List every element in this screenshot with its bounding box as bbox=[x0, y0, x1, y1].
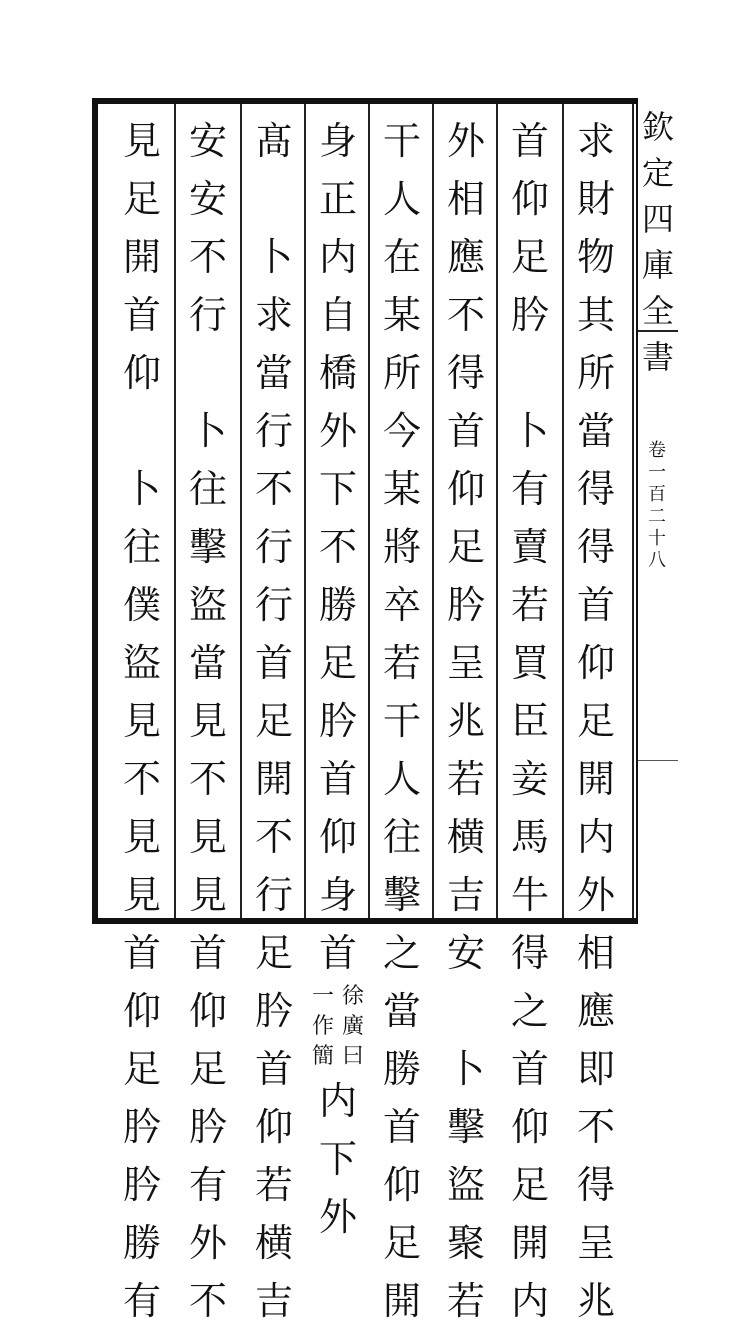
character: 物 bbox=[576, 235, 615, 279]
character: 見 bbox=[122, 699, 161, 743]
character: 相 bbox=[576, 931, 615, 975]
character: 行 bbox=[254, 873, 293, 917]
column-rule bbox=[562, 104, 564, 918]
character: 自 bbox=[318, 293, 357, 337]
character: 所 bbox=[382, 351, 421, 395]
character: 當 bbox=[576, 409, 615, 453]
character: 吉 bbox=[446, 873, 485, 917]
character: 求 bbox=[576, 119, 615, 163]
text-column bbox=[112, 112, 172, 1330]
character: 首 bbox=[318, 931, 357, 975]
margin-title-char: 全 bbox=[641, 292, 674, 330]
note-column-left bbox=[310, 982, 336, 1072]
character: 財 bbox=[576, 177, 615, 221]
character: 首 bbox=[122, 931, 161, 975]
character: 卒 bbox=[382, 583, 421, 627]
character: 兆 bbox=[576, 1279, 615, 1323]
character: 將 bbox=[382, 525, 421, 569]
character: 行 bbox=[254, 409, 293, 453]
margin-volume-char: 一 bbox=[648, 462, 666, 483]
character: 卜 bbox=[122, 467, 161, 511]
margin-title-char: 庫 bbox=[641, 246, 674, 284]
character: 人 bbox=[382, 757, 421, 801]
character: 内 bbox=[510, 1279, 549, 1323]
character: 勝 bbox=[122, 1221, 161, 1265]
character: 見 bbox=[188, 815, 227, 859]
character: 足 bbox=[510, 1163, 549, 1207]
character: 肣 bbox=[188, 1105, 227, 1149]
character: 其 bbox=[576, 293, 615, 337]
character: 仰 bbox=[254, 1105, 293, 1149]
character: 見 bbox=[188, 873, 227, 917]
character: 勝 bbox=[318, 583, 357, 627]
character: 安 bbox=[188, 177, 227, 221]
character: 不 bbox=[254, 815, 293, 859]
character: 首 bbox=[510, 1047, 549, 1091]
character: 開 bbox=[122, 235, 161, 279]
margin-volume-char: 十 bbox=[648, 528, 666, 549]
character: 所 bbox=[576, 351, 615, 395]
character: 有 bbox=[510, 467, 549, 511]
text-column bbox=[308, 112, 368, 1246]
character: 外 bbox=[576, 873, 615, 917]
character: 不 bbox=[188, 1279, 227, 1323]
character: 開 bbox=[576, 757, 615, 801]
character: 見 bbox=[188, 699, 227, 743]
character: 開 bbox=[510, 1221, 549, 1265]
character: 首 bbox=[188, 931, 227, 975]
character: 賣 bbox=[510, 525, 549, 569]
margin-volume-label bbox=[646, 440, 668, 572]
character: 在 bbox=[382, 235, 421, 279]
character: 若 bbox=[446, 757, 485, 801]
character: 首 bbox=[446, 409, 485, 453]
note-column-right bbox=[340, 982, 366, 1072]
character: 干 bbox=[382, 119, 421, 163]
character: 往 bbox=[382, 815, 421, 859]
text-column bbox=[566, 112, 626, 1330]
character: 横 bbox=[446, 815, 485, 859]
note-character: 作 bbox=[311, 1014, 334, 1039]
character: 足 bbox=[254, 699, 293, 743]
character: 見 bbox=[122, 119, 161, 163]
character: 安 bbox=[188, 119, 227, 163]
margin-book-title bbox=[640, 104, 676, 380]
character: 得 bbox=[510, 931, 549, 975]
note-character: 簡 bbox=[311, 1044, 334, 1069]
character: 行 bbox=[254, 525, 293, 569]
character: 不 bbox=[318, 525, 357, 569]
character: 擊 bbox=[446, 1105, 485, 1149]
character: 擊 bbox=[382, 873, 421, 917]
margin-volume-char: 八 bbox=[648, 550, 666, 571]
character: 仰 bbox=[122, 989, 161, 1033]
character: 仰 bbox=[510, 1105, 549, 1149]
character: 身 bbox=[318, 873, 357, 917]
character: 若 bbox=[510, 583, 549, 627]
character: 僕 bbox=[122, 583, 161, 627]
character: 首 bbox=[254, 641, 293, 685]
character: 呈 bbox=[446, 641, 485, 685]
character: 開 bbox=[382, 1279, 421, 1323]
character: 内 bbox=[576, 815, 615, 859]
character: 正 bbox=[318, 177, 357, 221]
text-column bbox=[372, 112, 432, 1330]
character: 首 bbox=[576, 583, 615, 627]
character: 首 bbox=[122, 293, 161, 337]
character: 肣 bbox=[510, 293, 549, 337]
text-column bbox=[500, 112, 560, 1330]
note-character: 廣 bbox=[341, 1014, 364, 1039]
character: 見 bbox=[122, 873, 161, 917]
character: 横 bbox=[254, 1221, 293, 1265]
column-rule bbox=[496, 104, 498, 918]
margin-volume-char: 卷 bbox=[648, 440, 666, 461]
character: 今 bbox=[382, 409, 421, 453]
character: 足 bbox=[122, 177, 161, 221]
fold-mark-bottom bbox=[638, 760, 678, 761]
note-character: 徐 bbox=[341, 984, 364, 1009]
character: 買 bbox=[510, 641, 549, 685]
character: 仰 bbox=[510, 177, 549, 221]
character: 下 bbox=[318, 1137, 357, 1181]
character: 不 bbox=[122, 757, 161, 801]
character: 仰 bbox=[446, 467, 485, 511]
character: 牛 bbox=[510, 873, 549, 917]
character: 仰 bbox=[318, 815, 357, 859]
text-column bbox=[244, 112, 304, 1330]
character: 聚 bbox=[446, 1221, 485, 1265]
character: 兆 bbox=[446, 699, 485, 743]
character: 即 bbox=[576, 1047, 615, 1091]
character: 内 bbox=[318, 1079, 357, 1123]
character: 卜 bbox=[254, 235, 293, 279]
character: 不 bbox=[446, 293, 485, 337]
character: 見 bbox=[122, 815, 161, 859]
character: 橋 bbox=[318, 351, 357, 395]
character: 之 bbox=[510, 989, 549, 1033]
column-rule bbox=[368, 104, 370, 918]
character: 當 bbox=[382, 989, 421, 1033]
character: 呈 bbox=[576, 1221, 615, 1265]
character: 外 bbox=[318, 409, 357, 453]
character: 仰 bbox=[576, 641, 615, 685]
character: 相 bbox=[446, 177, 485, 221]
character: 仰 bbox=[122, 351, 161, 395]
column-rule bbox=[304, 104, 306, 918]
column-rule bbox=[632, 104, 634, 918]
character: 得 bbox=[576, 1163, 615, 1207]
character: 有 bbox=[122, 1279, 161, 1323]
character: 内 bbox=[318, 235, 357, 279]
character: 得 bbox=[446, 351, 485, 395]
character: 卜 bbox=[446, 1047, 485, 1091]
character: 妾 bbox=[510, 757, 549, 801]
character: 外 bbox=[188, 1221, 227, 1265]
character: 開 bbox=[254, 757, 293, 801]
character: 外 bbox=[446, 119, 485, 163]
text-column bbox=[436, 112, 496, 1330]
character: 不 bbox=[188, 235, 227, 279]
character: 盜 bbox=[446, 1163, 485, 1207]
character: 首 bbox=[510, 119, 549, 163]
character: 往 bbox=[188, 467, 227, 511]
character: 首 bbox=[318, 757, 357, 801]
character: 足 bbox=[188, 1047, 227, 1091]
character: 往 bbox=[122, 525, 161, 569]
character: 足 bbox=[576, 699, 615, 743]
character: 當 bbox=[188, 641, 227, 685]
character: 盜 bbox=[188, 583, 227, 627]
character: 臣 bbox=[510, 699, 549, 743]
character: 求 bbox=[254, 293, 293, 337]
character: 應 bbox=[446, 235, 485, 279]
text-column bbox=[178, 112, 238, 1330]
character: 仰 bbox=[188, 989, 227, 1033]
character: 足 bbox=[122, 1047, 161, 1091]
character: 有 bbox=[188, 1163, 227, 1207]
character: 安 bbox=[446, 931, 485, 975]
margin-title-char: 書 bbox=[641, 338, 674, 376]
margin-title-char: 欽 bbox=[641, 108, 674, 146]
character: 足 bbox=[254, 931, 293, 975]
character: 身 bbox=[318, 119, 357, 163]
character: 外 bbox=[318, 1195, 357, 1239]
note-character: 曰 bbox=[341, 1044, 364, 1069]
column-rule bbox=[240, 104, 242, 918]
character: 某 bbox=[382, 467, 421, 511]
character: 干 bbox=[382, 699, 421, 743]
character: 盜 bbox=[122, 641, 161, 685]
character: 仰 bbox=[382, 1163, 421, 1207]
character: 足 bbox=[382, 1221, 421, 1265]
character: 肣 bbox=[122, 1105, 161, 1149]
character: 若 bbox=[382, 641, 421, 685]
margin-title-char: 定 bbox=[641, 154, 674, 192]
character: 勝 bbox=[382, 1047, 421, 1091]
character: 若 bbox=[446, 1279, 485, 1323]
character: 得 bbox=[576, 467, 615, 511]
character: 足 bbox=[510, 235, 549, 279]
character: 應 bbox=[576, 989, 615, 1033]
character: 足 bbox=[318, 641, 357, 685]
character: 若 bbox=[254, 1163, 293, 1207]
column-rule bbox=[174, 104, 176, 918]
character: 不 bbox=[188, 757, 227, 801]
character: 下 bbox=[318, 467, 357, 511]
margin-volume-char: 二 bbox=[648, 506, 666, 527]
margin-title-char: 四 bbox=[641, 200, 674, 238]
character: 卜 bbox=[510, 409, 549, 453]
character: 人 bbox=[382, 177, 421, 221]
character: 之 bbox=[382, 931, 421, 975]
character: 擊 bbox=[188, 525, 227, 569]
character: 髙 bbox=[254, 119, 293, 163]
character: 肣 bbox=[318, 699, 357, 743]
character: 肣 bbox=[254, 989, 293, 1033]
character: 卜 bbox=[188, 409, 227, 453]
character: 吉 bbox=[254, 1279, 293, 1323]
character: 首 bbox=[254, 1047, 293, 1091]
character: 行 bbox=[254, 583, 293, 627]
margin-volume-char: 百 bbox=[648, 484, 666, 505]
note-character: 一 bbox=[311, 984, 334, 1009]
character: 不 bbox=[254, 467, 293, 511]
column-rule bbox=[432, 104, 434, 918]
interlinear-note bbox=[310, 982, 366, 1072]
character: 當 bbox=[254, 351, 293, 395]
character: 某 bbox=[382, 293, 421, 337]
character: 肣 bbox=[122, 1163, 161, 1207]
character: 首 bbox=[382, 1105, 421, 1149]
character: 馬 bbox=[510, 815, 549, 859]
character: 不 bbox=[576, 1105, 615, 1149]
character: 行 bbox=[188, 293, 227, 337]
character: 得 bbox=[576, 525, 615, 569]
character: 肣 bbox=[446, 583, 485, 627]
character: 足 bbox=[446, 525, 485, 569]
